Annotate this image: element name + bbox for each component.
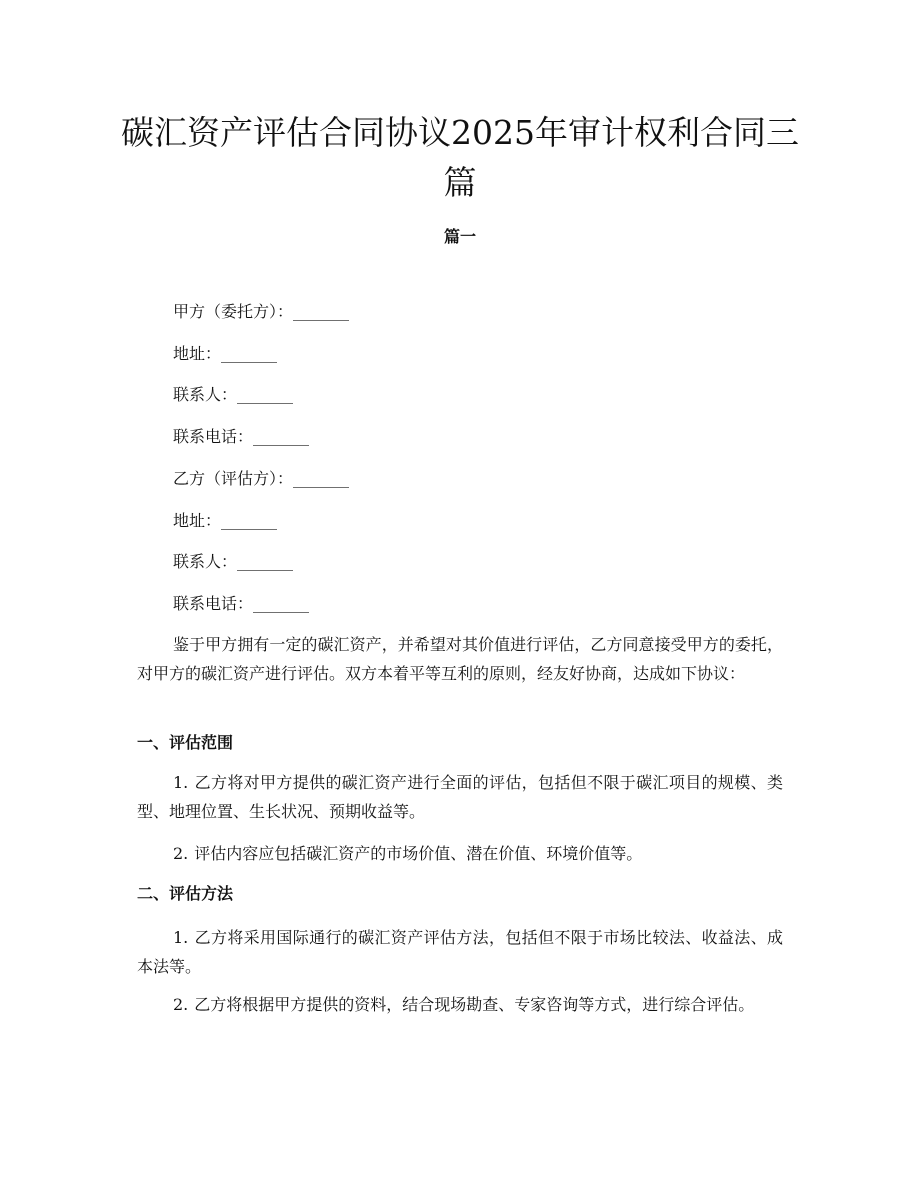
scope-item-2: [137, 839, 783, 868]
party-a-address-field: 地址：_______: [173, 344, 278, 363]
method-item-1: [137, 923, 783, 981]
item-number: 2.: [173, 995, 189, 1014]
section-heading-scope: 一、评估范围: [137, 733, 234, 752]
item-text: 乙方将根据甲方提供的资料，结合现场勘查、专家咨询等方式，进行综合评估。: [194, 995, 755, 1014]
party-a-phone-field: 联系电话：_______: [173, 427, 310, 446]
party-b-phone-field: 联系电话：_______: [173, 594, 310, 613]
party-b-contact-field: 联系人：_______: [173, 552, 294, 571]
preamble-paragraph: 鉴于甲方拥有一定的碳汇资产，并希望对其价值进行评估，乙方同意接受甲方的委托，对甲方的碳汇资产进行评估。双方本着平等互利的原则，经友好协商，达成如下协议：: [137, 635, 783, 683]
item-text: 乙方将对甲方提供的碳汇资产进行全面的评估，包括但不限于碳汇项目的规模、类型、地理位置、生长状况、预期收益等。: [137, 773, 783, 821]
scope-item-1: [137, 768, 783, 826]
section-heading-method: 二、评估方法: [137, 884, 234, 903]
item-number: 1.: [173, 928, 189, 947]
party-a-contact-field: 联系人：_______: [173, 385, 294, 404]
party-b-name-field: 乙方（评估方）：_______: [173, 469, 350, 488]
method-item-2: [137, 990, 783, 1019]
item-number: 2.: [173, 844, 189, 863]
section-subtitle: 篇一: [443, 227, 476, 246]
document-title: 碳汇资产评估合同协议2025年审计权利合同三篇: [121, 113, 799, 202]
item-text: 评估内容应包括碳汇资产的市场价值、潜在价值、环境价值等。: [194, 844, 643, 863]
item-number: 1.: [173, 773, 189, 792]
item-text: 乙方将采用国际通行的碳汇资产评估方法，包括但不限于市场比较法、收益法、成本法等。: [137, 928, 783, 976]
party-a-name-field: 甲方（委托方）：_______: [173, 302, 350, 321]
party-b-address-field: 地址：_______: [173, 511, 278, 530]
